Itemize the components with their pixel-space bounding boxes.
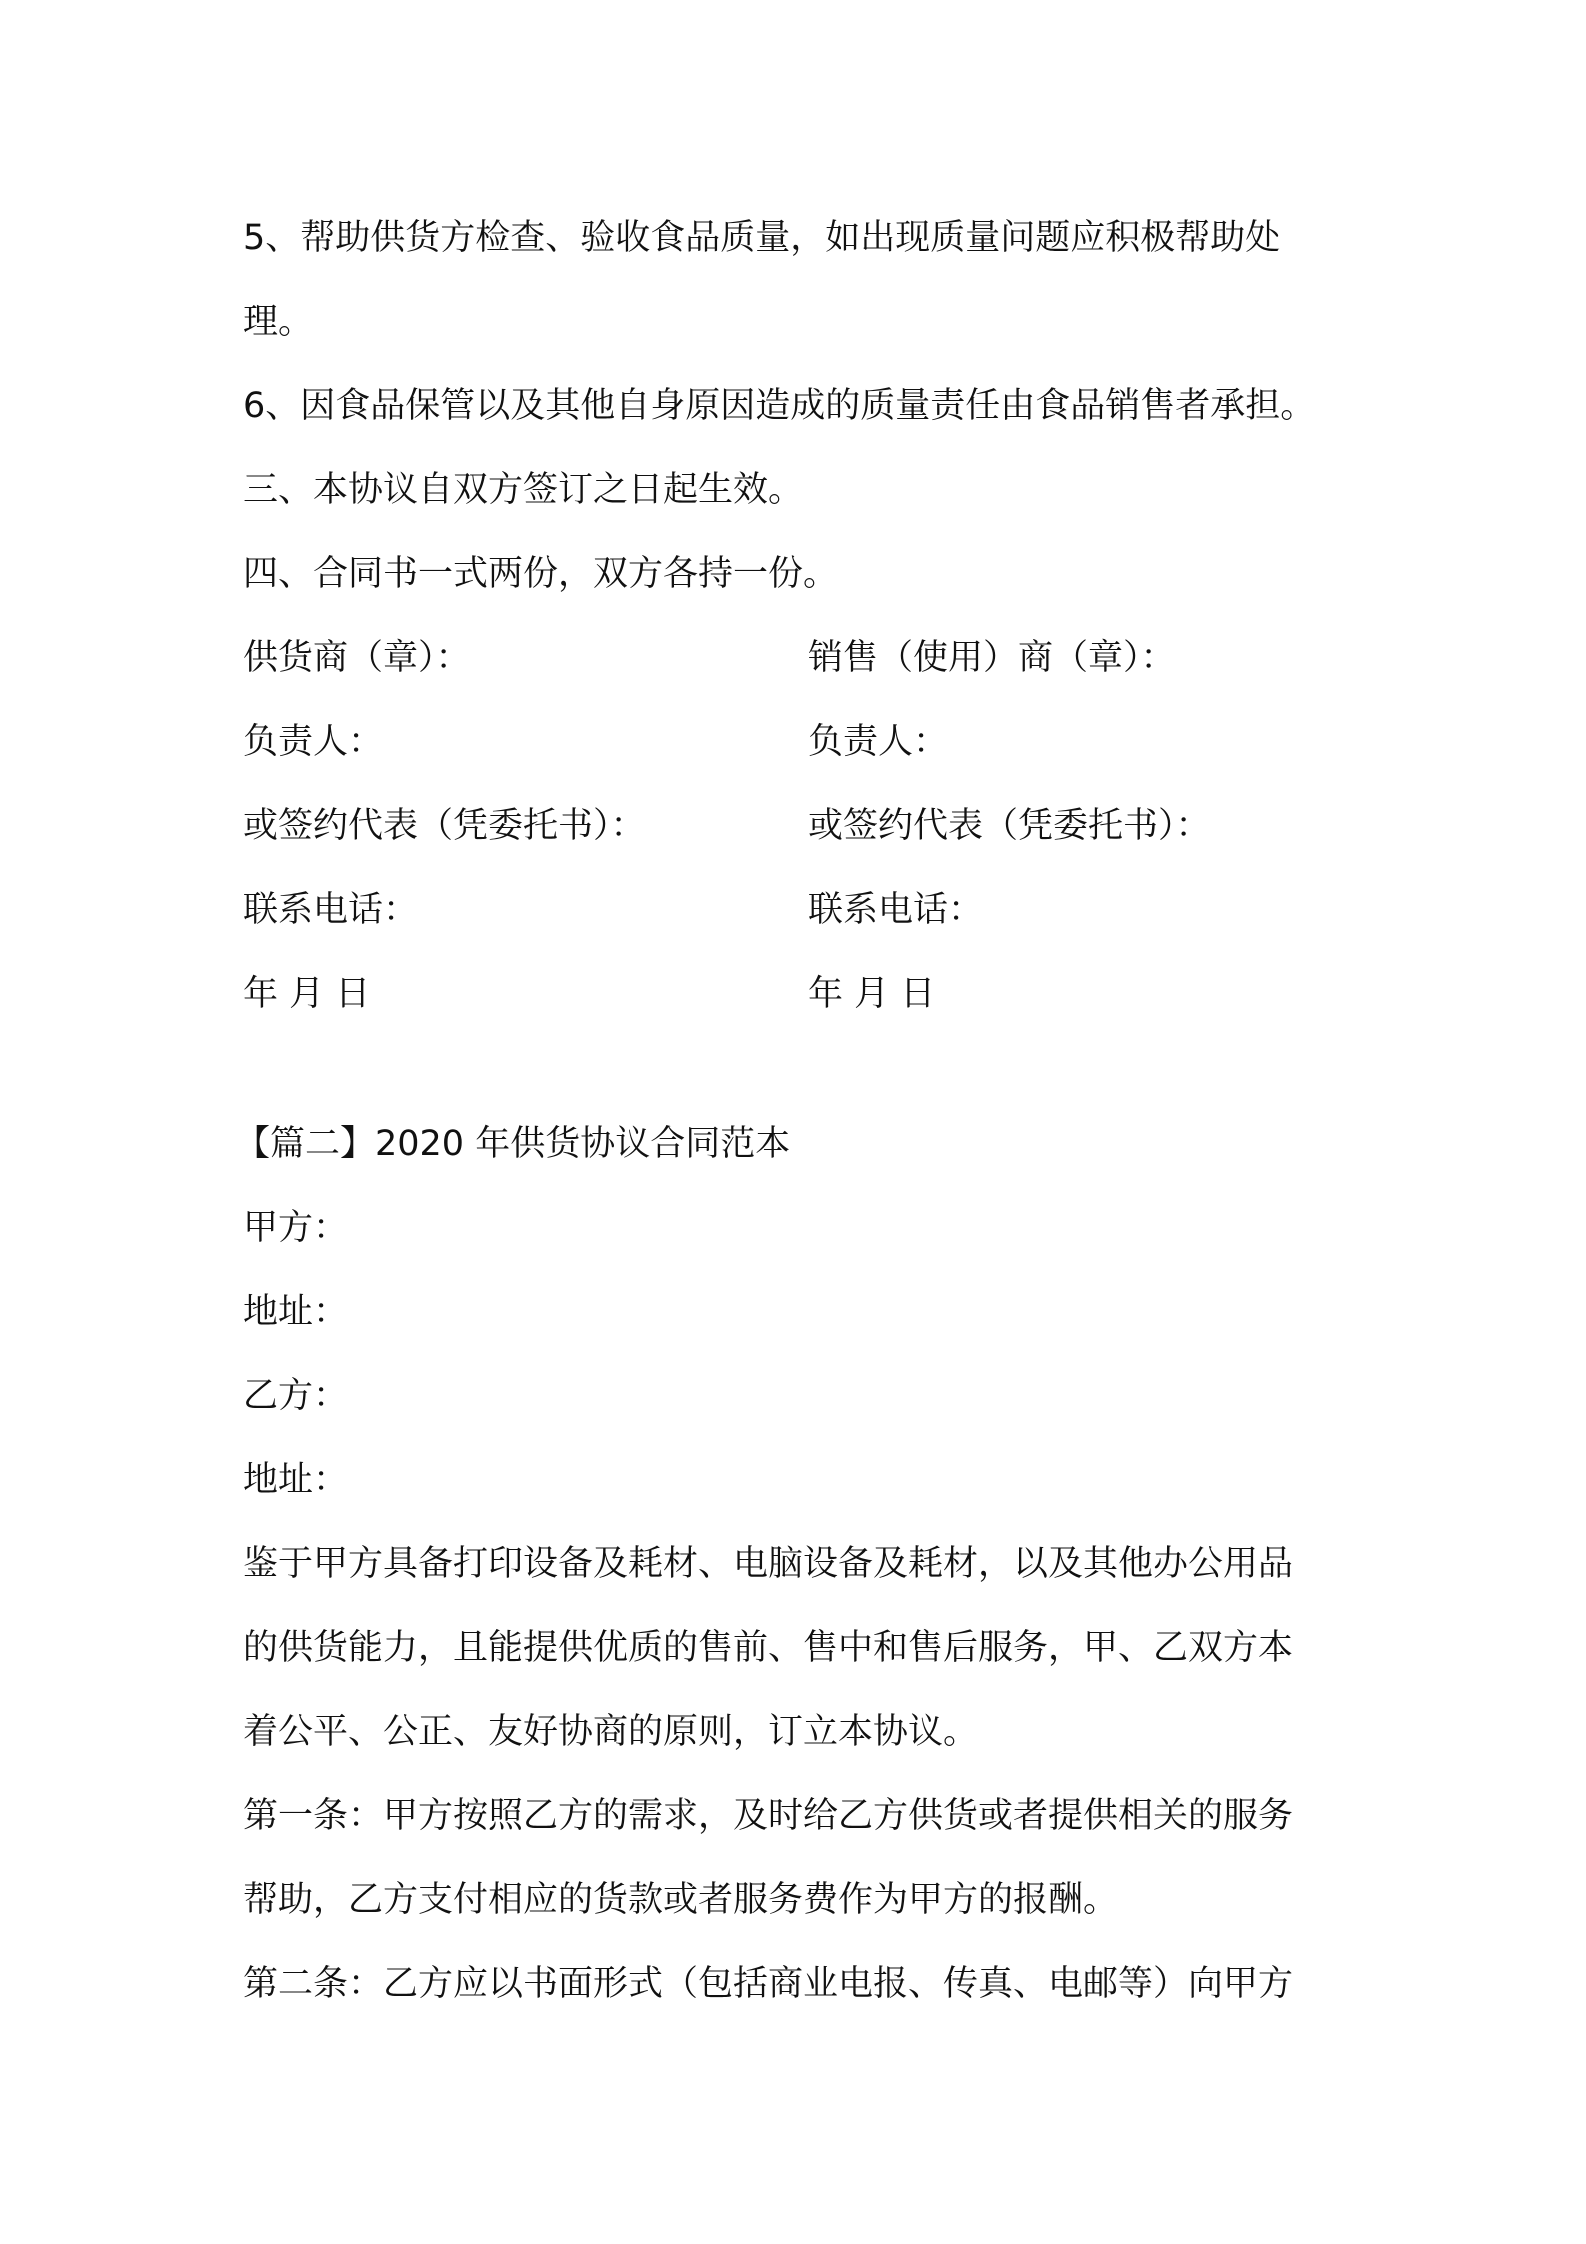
signature-row-representative bbox=[243, 784, 1383, 868]
supplier-seal-label: 供货商（章）： bbox=[243, 638, 471, 678]
signature-row-date bbox=[243, 952, 1383, 1036]
address-b-label: 地址： bbox=[243, 1460, 349, 1500]
seller-phone-label: 联系电话： bbox=[808, 890, 984, 930]
seller-person-label: 负责人： bbox=[808, 722, 949, 762]
item-5-line-1: 5、帮助供货方检查、验收食品质量，如出现质量问题应积极帮助处 bbox=[243, 218, 1281, 258]
article-1-line-2: 帮助，乙方支付相应的货款或者服务费作为甲方的报酬。 bbox=[243, 1880, 1119, 1920]
article-1-line-1: 第一条：甲方按照乙方的需求，及时给乙方供货或者提供相关的服务 bbox=[243, 1796, 1294, 1836]
supplier-person-label: 负责人： bbox=[243, 722, 384, 762]
clause-4: 四、合同书一式两份，双方各持一份。 bbox=[243, 554, 839, 594]
section-gap bbox=[243, 1036, 1383, 1102]
document-page bbox=[235, 196, 1383, 2026]
item-5-line-2: 理。 bbox=[243, 302, 314, 342]
party-a-label: 甲方： bbox=[243, 1208, 349, 1248]
seller-date-label: 年 月 日 bbox=[808, 974, 936, 1014]
signature-row-person bbox=[243, 700, 1383, 784]
supplier-rep-label: 或签约代表（凭委托书）： bbox=[243, 806, 646, 846]
seller-rep-label: 或签约代表（凭委托书）： bbox=[808, 806, 1211, 846]
preamble-line-3: 着公平、公正、友好协商的原则，订立本协议。 bbox=[243, 1712, 979, 1752]
clause-3: 三、本协议自双方签订之日起生效。 bbox=[243, 470, 804, 510]
preamble-line-1: 鉴于甲方具备打印设备及耗材、电脑设备及耗材，以及其他办公用品 bbox=[243, 1544, 1294, 1584]
signature-row-company bbox=[243, 616, 1383, 700]
seller-seal-label: 销售（使用）商（章）： bbox=[808, 638, 1176, 678]
item-6: 6、因食品保管以及其他自身原因造成的质量责任由食品销售者承担。 bbox=[243, 386, 1316, 426]
article-2-line-1: 第二条：乙方应以书面形式（包括商业电报、传真、电邮等）向甲方 bbox=[243, 1964, 1294, 2004]
supplier-phone-label: 联系电话： bbox=[243, 890, 419, 930]
preamble-line-2: 的供货能力，且能提供优质的售前、售中和售后服务，甲、乙双方本 bbox=[243, 1628, 1294, 1668]
address-a-label: 地址： bbox=[243, 1292, 349, 1332]
supplier-date-label: 年 月 日 bbox=[243, 974, 371, 1014]
signature-row-phone bbox=[243, 868, 1383, 952]
section-heading: 【篇二】2020 年供货协议合同范本 bbox=[235, 1124, 791, 1164]
party-b-label: 乙方： bbox=[243, 1376, 349, 1416]
